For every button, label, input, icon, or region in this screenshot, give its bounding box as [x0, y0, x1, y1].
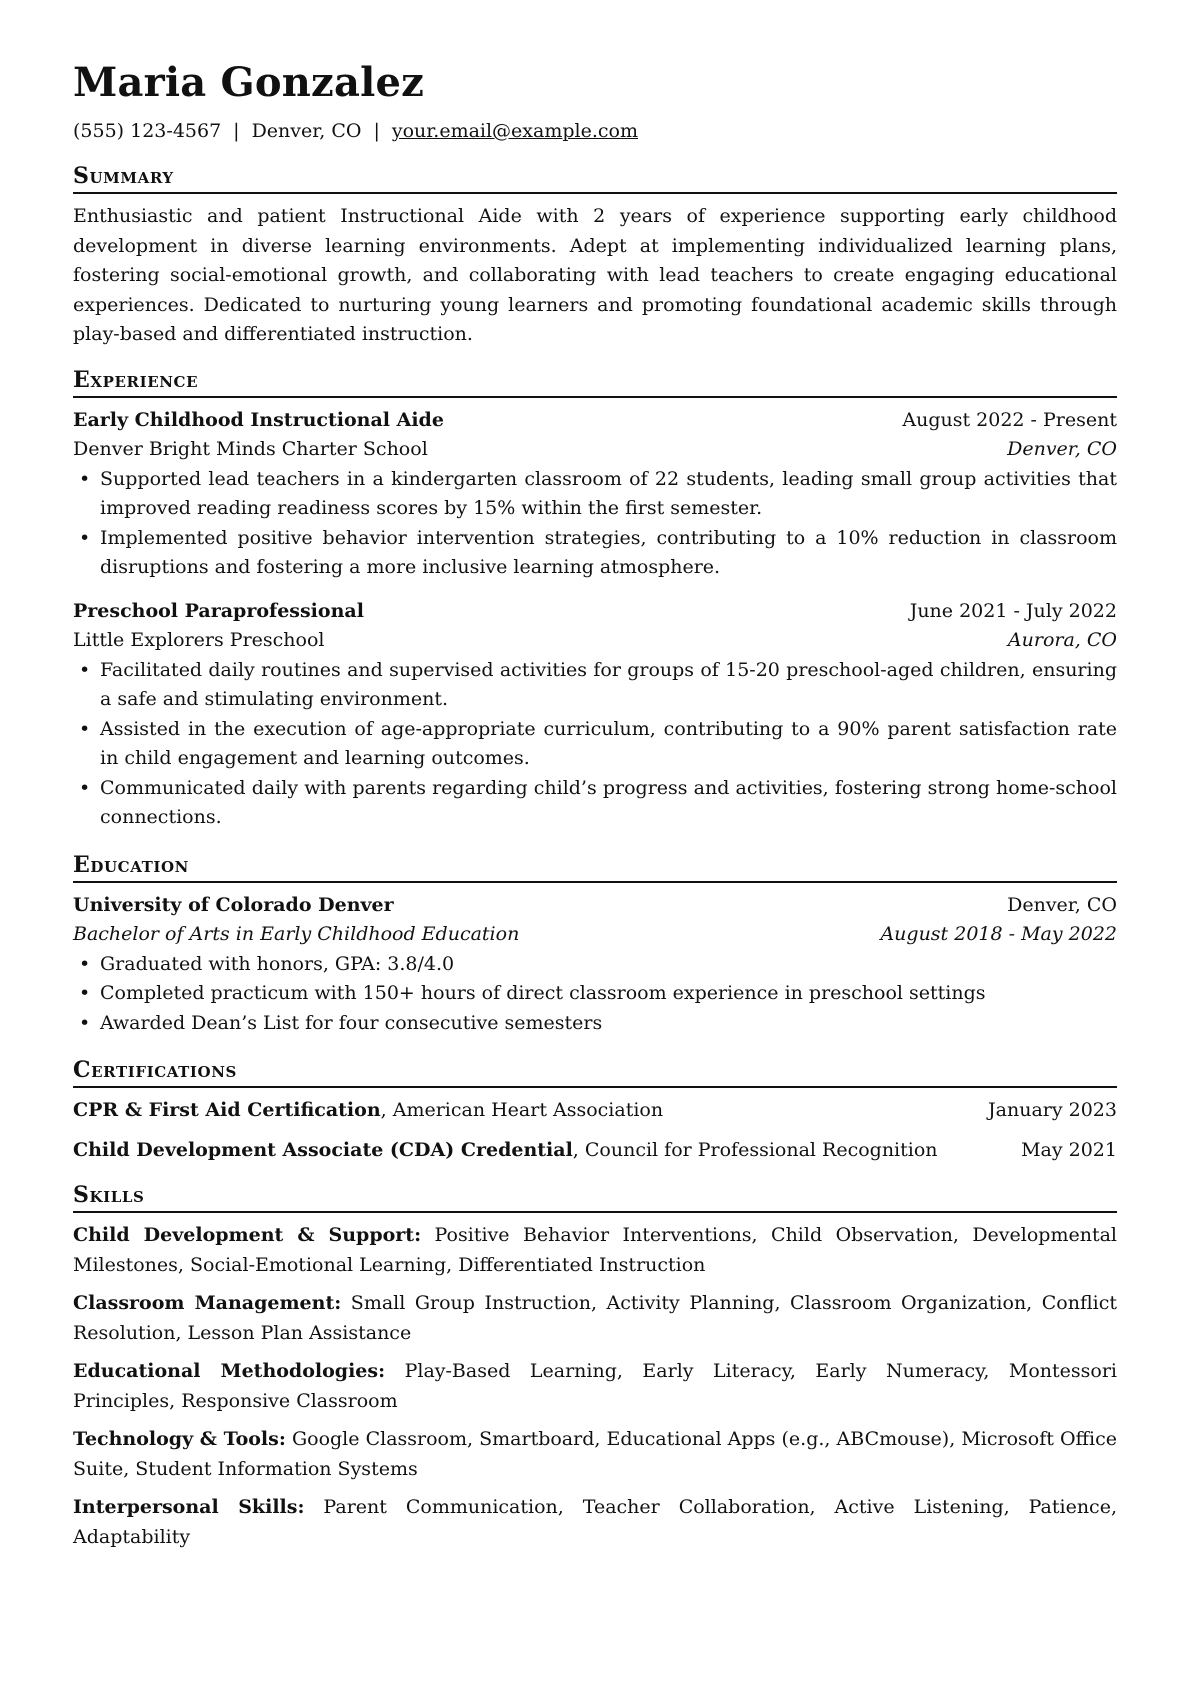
job-location: Denver, CO	[1007, 438, 1117, 460]
skill-list: Positive Behavior Interventions, Child Observation, Developmental Milestones, Social-Emotional Learning, Differentiated Instruction	[73, 1224, 1117, 1276]
certification-name: CPR & First Aid Certification	[73, 1099, 381, 1121]
job-organization: Denver Bright Minds Charter School	[73, 438, 428, 460]
candidate-name: Maria Gonzalez	[73, 59, 425, 106]
list-item: • Awarded Dean’s List for four consecutive semesters	[73, 1009, 1117, 1039]
certifications-section	[73, 1056, 1117, 1165]
summary-section	[73, 162, 1117, 350]
job-organization: Little Explorers Preschool	[73, 629, 325, 651]
skill-category: Technology & Tools:	[73, 1428, 286, 1450]
separator: |	[373, 120, 380, 142]
summary-text: Enthusiastic and patient Instructional Aide with 2 years of experience supporting early childhood development in diverse learning environments. Adept at implementing individualized learning plans, fostering social-emotional growth, and collaborating with lead teachers to create engaging educational experiences. Dedicated to nurturing young learners and promoting foundational academic skills through play-based and differentiated instruction.	[73, 205, 1117, 345]
skill-group	[73, 1289, 1117, 1348]
job-bullets	[73, 656, 1117, 833]
job-entry	[73, 597, 1117, 833]
skill-group	[73, 1493, 1117, 1552]
education-bullets	[73, 950, 1117, 1039]
certification-issuer: , American Heart Association	[380, 1099, 664, 1121]
certification-name: Child Development Associate (CDA) Credential	[73, 1138, 573, 1161]
phone-number: (555) 123-4567	[73, 120, 222, 142]
email-link[interactable]: your.email@example.com	[391, 120, 638, 142]
section-title-education: Education	[73, 851, 1117, 883]
skill-category: Classroom Management:	[73, 1292, 342, 1314]
job-location: Aurora, CO	[1007, 629, 1117, 651]
section-title-summary: Summary	[73, 162, 1117, 194]
job-role: Preschool Paraprofessional	[73, 599, 364, 622]
separator: |	[233, 120, 240, 142]
education-section	[73, 851, 1117, 1039]
list-item: • Supported lead teachers in a kindergarten classroom of 22 students, leading small group activities that improved reading readiness scores by 15% within the first semester.	[73, 465, 1117, 524]
experience-section	[73, 366, 1117, 833]
list-item: • Completed practicum with 150+ hours of direct classroom experience in preschool settings	[73, 979, 1117, 1009]
education-entry	[73, 891, 1117, 1039]
skill-list: Small Group Instruction, Activity Planning, Classroom Organization, Conflict Resolution, Lesson Plan Assistance	[73, 1292, 1118, 1344]
job-dates: August 2022 - Present	[902, 408, 1117, 431]
school-location: Denver, CO	[1007, 893, 1117, 916]
job-entry	[73, 406, 1117, 583]
skill-category: Educational Methodologies:	[73, 1360, 386, 1382]
skill-group	[73, 1221, 1117, 1280]
skill-list: Parent Communication, Teacher Collaboration, Active Listening, Patience, Adaptability	[73, 1496, 1117, 1548]
list-item: • Assisted in the execution of age-appropriate curriculum, contributing to a 90% parent satisfaction rate in child engagement and learning outcomes.	[73, 715, 1117, 774]
skill-category: Interpersonal Skills:	[73, 1496, 305, 1518]
school-name: University of Colorado Denver	[73, 893, 394, 916]
location: Denver, CO	[251, 120, 362, 142]
list-item: • Communicated daily with parents regarding child’s progress and activities, fostering strong home-school connections.	[73, 774, 1117, 833]
certification-row	[73, 1096, 1117, 1126]
skill-list: Play-Based Learning, Early Literacy, Early Numeracy, Montessori Principles, Responsive Classroom	[73, 1360, 1117, 1412]
contact-line	[73, 118, 1117, 144]
education-dates: August 2018 - May 2022	[880, 923, 1117, 945]
certification-date: May 2021	[1021, 1138, 1117, 1161]
skills-section	[73, 1181, 1117, 1552]
certification-issuer: , Council for Professional Recognition	[572, 1138, 938, 1161]
section-title-experience: Experience	[73, 366, 1117, 398]
certification-date: January 2023	[988, 1099, 1117, 1121]
job-role: Early Childhood Instructional Aide	[73, 408, 444, 431]
list-item: • Implemented positive behavior intervention strategies, contributing to a 10% reduction in classroom disruptions and fostering a more inclusive learning atmosphere.	[73, 524, 1117, 583]
skill-group	[73, 1357, 1117, 1416]
section-title-certifications: Certifications	[73, 1056, 1117, 1088]
list-item: • Facilitated daily routines and supervised activities for groups of 15-20 preschool-aged children, ensuring a safe and stimulating environment.	[73, 656, 1117, 715]
skill-category: Child Development & Support:	[73, 1224, 422, 1246]
certification-row	[73, 1136, 1117, 1166]
list-item: • Graduated with honors, GPA: 3.8/4.0	[73, 950, 1117, 980]
job-dates: June 2021 - July 2022	[909, 599, 1117, 622]
section-title-skills: Skills	[73, 1181, 1117, 1213]
skill-group	[73, 1425, 1117, 1484]
degree: Bachelor of Arts in Early Childhood Education	[73, 923, 520, 945]
skill-list: Google Classroom, Smartboard, Educational Apps (e.g., ABCmouse), Microsoft Office Suite, Student Information Systems	[73, 1428, 1118, 1480]
job-bullets	[73, 465, 1117, 583]
